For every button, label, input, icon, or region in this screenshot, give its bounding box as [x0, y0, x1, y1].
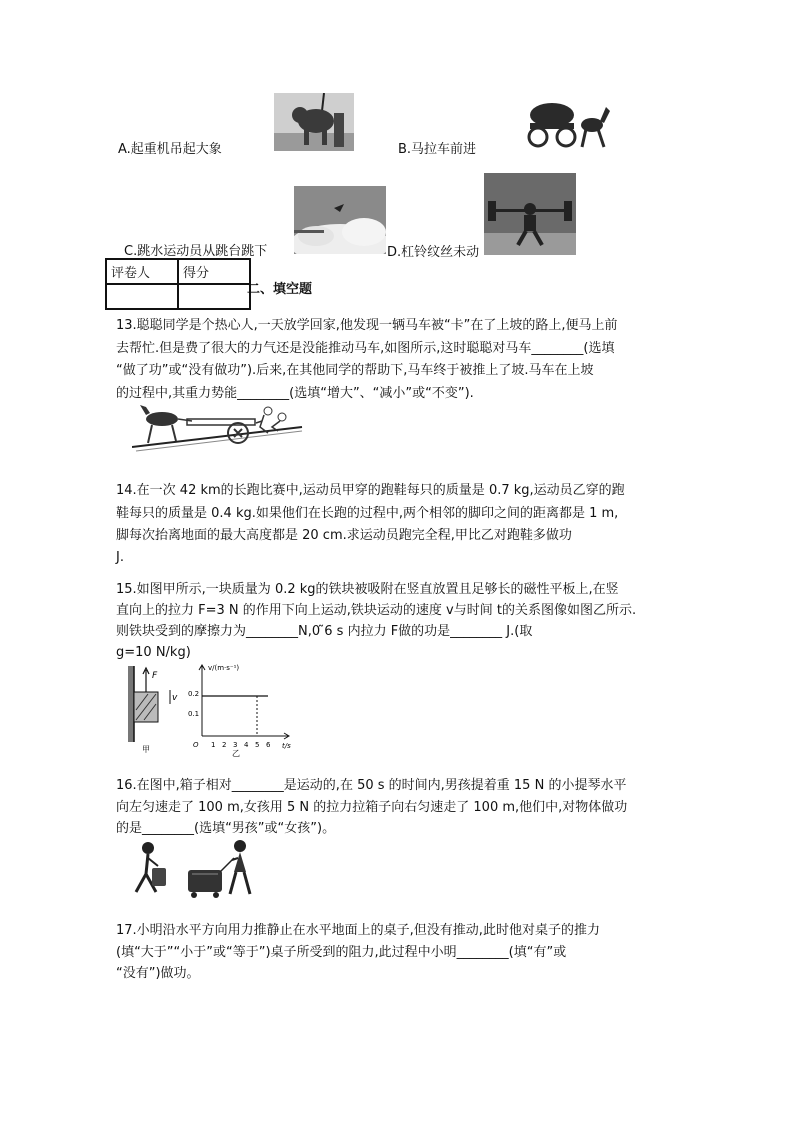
- section-title: 二、填空题: [247, 282, 313, 297]
- score-cell: [178, 284, 250, 309]
- q15-figure-jia: [118, 662, 184, 756]
- q17-line-3: “没有”)做功。: [116, 966, 200, 981]
- q17-line-2: (填“大于”“小于”或“等于”)桌子所受到的阻力,此过程中小明________(填“有”或: [116, 945, 567, 960]
- option-a: A.起重机吊起大象: [118, 142, 222, 157]
- q14-line-2: 鞋每只的质量是 0.4 kg.如果他们在长跑的过程中,两个相邻的脚印之间的距离都是 1 m,: [116, 506, 619, 521]
- option-d: D.杠铃纹丝未动: [387, 245, 480, 260]
- velocity-series: [202, 696, 268, 736]
- option-c: C.跳水运动员从跳台跳下: [124, 244, 268, 259]
- x-tick-label: 6: [266, 741, 271, 749]
- q16-line-2: 向左匀速走了 100 m,女孩用 5 N 的拉力拉箱子向右匀速走了 100 m,他们中,对物体做功: [116, 800, 628, 815]
- q16-line-3: 的是________(选填“男孩”或“女孩”)。: [116, 821, 336, 836]
- weightlifter-image: [484, 173, 576, 255]
- x-ticks: [211, 741, 271, 749]
- q15-line-3: 则铁块受到的摩擦力为________N,0 ̃6 s 内拉力 F做的功是________ J.(取: [116, 624, 533, 639]
- y-tick-0.2: 0.2: [188, 690, 200, 698]
- x-tick-label: 4: [244, 741, 249, 749]
- reviewer-label: 评卷人: [106, 259, 178, 284]
- boy-girl-suitcase-figure: [126, 838, 266, 900]
- x-tick-label: 2: [222, 741, 227, 749]
- x-axis-label: t/s: [282, 742, 291, 750]
- q13-line-1: 13.聪聪同学是个热心人,一天放学回家,他发现一辆马车被“卡”在了上坡的路上,便马上前: [116, 318, 618, 333]
- q17-line-1: 17.小明沿水平方向用力推静止在水平地面上的桌子,但没有推动,此时他对桌子的推力: [116, 923, 600, 938]
- figure-jia-label: 甲: [142, 745, 150, 754]
- reviewer-cell: [106, 284, 178, 309]
- velocity-label: v: [172, 693, 178, 703]
- q14-line-1: 14.在一次 42 km的长跑比赛中,运动员甲穿的跑鞋每只的质量是 0.7 kg,运动员乙穿的跑: [116, 483, 625, 498]
- q15-vt-chart: [188, 660, 298, 758]
- diver-image: [294, 186, 386, 254]
- q15-line-4: g=10 N/kg): [116, 645, 191, 660]
- q15-line-1: 15.如图甲所示,一块质量为 0.2 kg的铁块被吸附在竖直放置且足够长的磁性平板上,在竖: [116, 582, 619, 597]
- horse-cart-slope-figure: [132, 397, 304, 453]
- q13-line-2: 去帮忙.但是费了很大的力气还是没能推动马车,如图所示,这时聪聪对马车________(选填: [116, 341, 615, 356]
- crane-elephant-image: [274, 93, 354, 151]
- q14-line-4: J.: [116, 550, 124, 565]
- figure-yi-label: 乙: [232, 749, 240, 758]
- x-tick-label: 1: [211, 741, 216, 749]
- option-b: B.马拉车前进: [398, 142, 477, 157]
- origin-label: O: [193, 741, 199, 749]
- score-label: 得分: [178, 259, 250, 284]
- score-table: [105, 258, 251, 310]
- y-axis-label: v/(m·s⁻¹): [208, 664, 240, 672]
- x-tick-label: 5: [255, 741, 260, 749]
- q15-line-2: 直向上的拉力 F=3 N 的作用下向上运动,铁块运动的速度 v与时间 t的关系图像如图乙所示.: [116, 603, 637, 618]
- y-tick-0.1: 0.1: [188, 710, 200, 718]
- q14-line-3: 脚每次抬离地面的最大高度都是 20 cm.求运动员跑完全程,甲比乙对跑鞋多做功: [116, 528, 572, 543]
- q13-line-3: “做了功”或“没有做功”).后来,在其他同学的帮助下,马车终于被推上了坡.马车在上坡: [116, 363, 594, 378]
- q13-line-4: 的过程中,其重力势能________(选填“增大”、“减小”或“不变”).: [116, 386, 474, 401]
- q16-line-1: 16.在图中,箱子相对________是运动的,在 50 s 的时间内,男孩提着重 15 N 的小提琴水平: [116, 778, 627, 793]
- x-tick-label: 3: [233, 741, 238, 749]
- force-label: F: [152, 671, 158, 681]
- horse-cart-image: [522, 97, 612, 152]
